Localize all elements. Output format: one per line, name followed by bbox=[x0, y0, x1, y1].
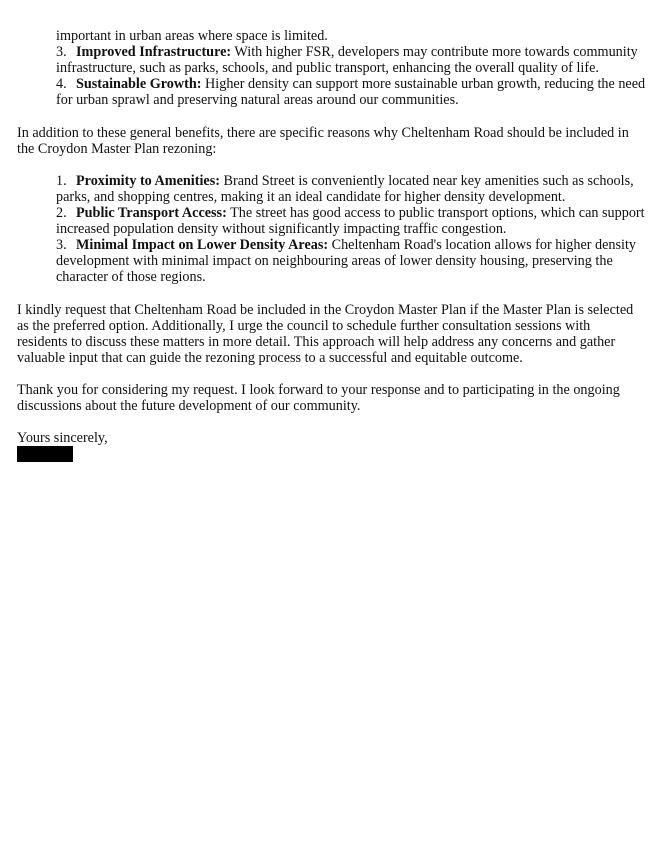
list-item-text: Brand Street is conveniently located near key amenities such as schools, parks, and shopping centres, making it an ideal candidate for higher density development. bbox=[56, 173, 634, 205]
list-item-improved-infrastructure bbox=[56, 44, 646, 76]
list-item-keyword: Sustainable Growth: bbox=[76, 76, 202, 92]
list-item-number: 2. bbox=[56, 205, 67, 221]
list-item-public-transport-access bbox=[56, 205, 648, 237]
request-paragraph: I kindly request that Cheltenham Road be included in the Croydon Master Plan if the Master Plan is selected as the preferred option. Additionally, I urge the council to schedule further consultation sessions with residents to discuss these matters in more detail. This approach will help address any concerns and gather valuable input that can guide the rezoning process to a successful and equitable outcome. bbox=[17, 302, 634, 366]
list-item-number: 1. bbox=[56, 173, 67, 189]
list-item-number: 3. bbox=[56, 44, 67, 60]
list-item-sustainable-growth bbox=[56, 76, 646, 108]
list-item-text: Cheltenham Road's location allows for higher density development with minimal impact on neighbouring areas of lower density housing, preserving the character of those regions. bbox=[56, 237, 636, 285]
list-item-keyword: Minimal Impact on Lower Density Areas: bbox=[76, 237, 329, 253]
list-item-text: Higher density can support more sustainable urban growth, reducing the need for urban sprawl and preserving natural areas around our communities. bbox=[56, 76, 646, 108]
intro-paragraph: In addition to these general benefits, there are specific reasons why Cheltenham Road should be included in the Croydon Master Plan rezoning: bbox=[17, 125, 629, 157]
benefits-list-continued bbox=[56, 28, 646, 108]
list-item-proximity-to-amenities bbox=[56, 173, 648, 205]
list-item-keyword: Proximity to Amenities: bbox=[76, 173, 220, 189]
list-item-continued bbox=[56, 28, 646, 44]
list-item-keyword: Public Transport Access: bbox=[76, 205, 227, 221]
specific-reasons-list bbox=[56, 173, 648, 285]
list-item-text: The street has good access to public transport options, which can support increased population density without significantly impacting traffic congestion. bbox=[56, 205, 645, 237]
list-item-number: 4. bbox=[56, 76, 67, 92]
list-item-minimal-impact bbox=[56, 237, 648, 285]
list-item-keyword: Improved Infrastructure: bbox=[76, 44, 232, 60]
closing-salutation: Yours sincerely, bbox=[17, 430, 108, 446]
list-item-continued-text: important in urban areas where space is limited. bbox=[56, 28, 328, 44]
redacted-signature bbox=[17, 446, 73, 462]
thanks-paragraph: Thank you for considering my request. I look forward to your response and to participating in the ongoing discussions about the future development of our community. bbox=[17, 382, 620, 414]
list-item-number: 3. bbox=[56, 237, 67, 253]
list-item-text: With higher FSR, developers may contribute more towards community infrastructure, such as parks, schools, and public transport, enhancing the overall quality of life. bbox=[56, 44, 638, 76]
